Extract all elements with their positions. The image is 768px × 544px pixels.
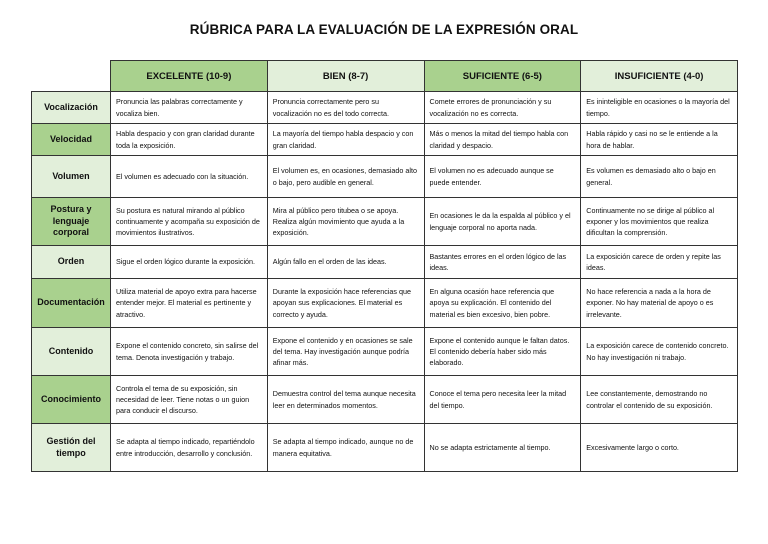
table-cell: Pronuncia las palabras correctamente y vocaliza bien. (111, 92, 268, 124)
page-title: RÚBRICA PARA LA EVALUACIÓN DE LA EXPRESIÓN ORAL (189, 22, 579, 37)
table-cell: Lee constantemente, demostrando no controlar el contenido de su exposición. (581, 376, 738, 424)
table-cell: La exposición carece de orden y repite las ideas. (581, 246, 738, 279)
criterion-label: Gestión del tiempo (32, 424, 111, 472)
table-cell: Pronuncia correctamente pero su vocalización no es del todo correcta. (267, 92, 424, 124)
table-cell: Excesivamente largo o corto. (581, 424, 738, 472)
criterion-label: Contenido (32, 328, 111, 376)
table-cell: Demuestra control del tema aunque necesita leer en determinados momentos. (267, 376, 424, 424)
rubric-body (32, 92, 738, 472)
criterion-label: Conocimiento (32, 376, 111, 424)
table-row (32, 328, 738, 376)
rubric-header (32, 61, 738, 92)
table-cell: Controla el tema de su exposición, sin necesidad de leer. Tiene notas o un guion para conducir el discurso. (111, 376, 268, 424)
level-header-excelente: EXCELENTE (10-9) (111, 61, 268, 92)
table-cell: Expone el contenido y en ocasiones se sale del tema. Hay investigación aunque podría afinar más. (267, 328, 424, 376)
table-row (32, 246, 738, 279)
table-cell: Sigue el orden lógico durante la exposición. (111, 246, 268, 279)
table-cell: Su postura es natural mirando al público continuamente y acompaña su exposición de movimientos ilustrativos. (111, 198, 268, 246)
criterion-label: Vocalización (32, 92, 111, 124)
table-cell: El volumen es, en ocasiones, demasiado alto o bajo, pero audible en general. (267, 156, 424, 198)
table-cell: Es ininteligible en ocasiones o la mayoría del tiempo. (581, 92, 738, 124)
table-cell: Se adapta al tiempo indicado, repartiéndolo entre introducción, desarrollo y conclusión. (111, 424, 268, 472)
table-cell: Más o menos la mitad del tiempo habla con claridad y despacio. (424, 124, 581, 156)
table-cell: El volumen no es adecuado aunque se puede entender. (424, 156, 581, 198)
level-header-insuficiente: INSUFICIENTE (4-0) (581, 61, 738, 92)
level-header-bien: BIEN (8-7) (267, 61, 424, 92)
table-cell: Utiliza material de apoyo extra para hacerse entender mejor. El material es pertinente y atractivo. (111, 279, 268, 328)
table-cell: Mira al público pero titubea o se apoya. Realiza algún movimiento que ayuda a la exposición. (267, 198, 424, 246)
table-cell: Conoce el tema pero necesita leer la mitad del tiempo. (424, 376, 581, 424)
table-row (32, 156, 738, 198)
criterion-label: Velocidad (32, 124, 111, 156)
criterion-label: Orden (32, 246, 111, 279)
table-cell: La mayoría del tiempo habla despacio y con gran claridad. (267, 124, 424, 156)
table-cell: Se adapta al tiempo indicado, aunque no de manera equitativa. (267, 424, 424, 472)
table-row (32, 198, 738, 246)
table-cell: En ocasiones le da la espalda al público y el lenguaje corporal no aporta nada. (424, 198, 581, 246)
table-cell: Continuamente no se dirige al público al exponer y los movimientos que realiza dificultan la comprensión. (581, 198, 738, 246)
table-cell: Bastantes errores en el orden lógico de las ideas. (424, 246, 581, 279)
table-cell: El volumen es adecuado con la situación. (111, 156, 268, 198)
criterion-label: Volumen (32, 156, 111, 198)
table-cell: Habla despacio y con gran claridad durante toda la exposición. (111, 124, 268, 156)
table-row (32, 376, 738, 424)
criterion-label: Postura y lenguaje corporal (32, 198, 111, 246)
table-cell: Durante la exposición hace referencias que apoyan sus explicaciones. El material es correcto y ayuda. (267, 279, 424, 328)
table-cell: Es volumen es demasiado alto o bajo en general. (581, 156, 738, 198)
header-corner (32, 61, 111, 92)
table-cell: Expone el contenido concreto, sin salirse del tema. Denota investigación y trabajo. (111, 328, 268, 376)
table-row (32, 92, 738, 124)
table-row (32, 124, 738, 156)
table-cell: La exposición carece de contenido concreto. No hay investigación ni trabajo. (581, 328, 738, 376)
table-cell: No hace referencia a nada a la hora de exponer. No hay material de apoyo o es irrelevante. (581, 279, 738, 328)
table-cell: No se adapta estrictamente al tiempo. (424, 424, 581, 472)
table-cell: Algún fallo en el orden de las ideas. (267, 246, 424, 279)
table-row (32, 279, 738, 328)
criterion-label: Documentación (32, 279, 111, 328)
table-cell: En alguna ocasión hace referencia que apoya su explicación. El contenido del material es bien excesivo, bien pobre. (424, 279, 581, 328)
table-cell: Habla rápido y casi no se le entiende a la hora de hablar. (581, 124, 738, 156)
table-cell: Comete errores de pronunciación y su vocalización no es correcta. (424, 92, 581, 124)
table-cell: Expone el contenido aunque le faltan datos. El contenido debería haber sido más elaborado. (424, 328, 581, 376)
rubric-table (31, 60, 738, 472)
level-header-suficiente: SUFICIENTE (6-5) (424, 61, 581, 92)
table-row (32, 424, 738, 472)
